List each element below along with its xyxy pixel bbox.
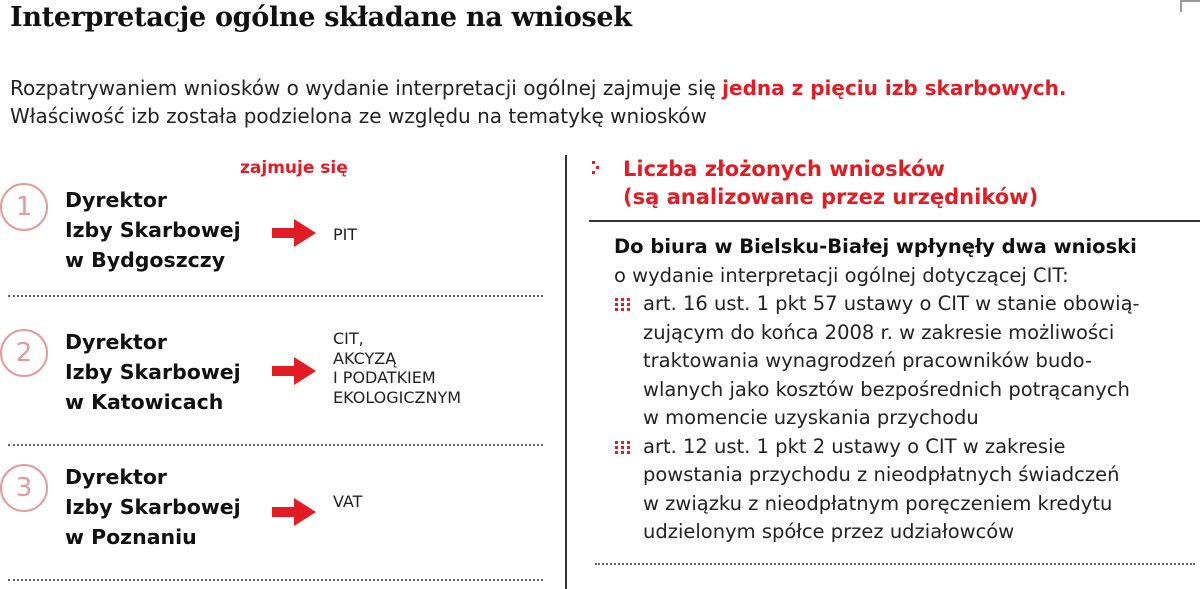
dotted-separator bbox=[8, 444, 543, 446]
office-name bbox=[65, 327, 241, 417]
dotted-separator bbox=[8, 295, 543, 297]
topic bbox=[333, 225, 357, 245]
office-name-line: Izby Skarbowej bbox=[65, 360, 241, 384]
list-item-line: traktowania wynagrodzeń pracowników budo- bbox=[643, 349, 1093, 372]
office-name-line: Izby Skarbowej bbox=[65, 218, 241, 242]
number-badge: 2 bbox=[0, 329, 48, 377]
office-name bbox=[65, 462, 241, 552]
topic bbox=[333, 329, 461, 407]
panel-header bbox=[591, 155, 1038, 211]
office-name-line: Dyrektor bbox=[65, 188, 168, 212]
list-item-line: art. 16 ust. 1 pkt 57 ustawy o CIT w stanie obowią- bbox=[643, 292, 1140, 315]
office-name-line: w Bydgoszczy bbox=[65, 248, 226, 272]
list-item-line: udzielonym spółce przez udziałowców bbox=[643, 520, 1015, 543]
list-item-line: powstania przychodu z nieodpłatnych świadczeń bbox=[643, 463, 1120, 486]
list-item-line: zującym do końca 2008 r. w zakresie możliwości bbox=[643, 320, 1115, 344]
column-divider bbox=[565, 155, 567, 589]
dots-bullet-icon bbox=[614, 298, 632, 312]
lead-text: Do biura w Bielsku-Białej wpłynęły dwa wnioski bbox=[614, 235, 1137, 258]
applications-panel bbox=[585, 150, 1200, 589]
office-name-line: w Poznaniu bbox=[65, 525, 197, 549]
intro-line-1-plain: Rozpatrywaniem wniosków o wydanie interpretacji ogólnej zajmuje się bbox=[10, 76, 723, 100]
dotted-separator bbox=[8, 579, 543, 581]
office-name-line: Dyrektor bbox=[65, 465, 168, 489]
column-header: zajmuje się bbox=[240, 158, 348, 178]
list-item-line: w związku z nieodpłatnym poręczeniem kredytu bbox=[643, 491, 1113, 515]
intro-highlight: jedna z pięciu izb skarbowych. bbox=[722, 76, 1067, 100]
topic-line: I PODATKIEM bbox=[333, 368, 436, 387]
header-rule bbox=[589, 220, 1200, 222]
arrow-right-icon bbox=[270, 496, 318, 528]
sub-text: o wydanie interpretacji ogólnej dotyczącej CIT: bbox=[614, 263, 1069, 287]
intro-line-2: Właściwość izb została podzielona ze względu na tematykę wniosków bbox=[10, 104, 707, 128]
topic-line: AKCYZĄ bbox=[333, 348, 397, 368]
number-badge: 1 bbox=[0, 183, 48, 231]
intro-line-1 bbox=[10, 74, 1066, 102]
panel-header-line: (są analizowane przez urzędników) bbox=[623, 185, 1039, 209]
topic bbox=[333, 492, 362, 512]
list-item-line: wlanych jako kosztów bezpośrednich potrącanych bbox=[643, 377, 1130, 401]
topic-line: PIT bbox=[333, 225, 358, 244]
page-title: Interpretacje ogólne składane na wniosek bbox=[10, 2, 632, 33]
topic-line: EKOLOGICZNYM bbox=[333, 387, 462, 407]
corner-mark bbox=[1180, 0, 1200, 12]
colon-mark-icon bbox=[591, 157, 601, 177]
arrow-right-icon bbox=[270, 217, 318, 249]
office-name-line: w Katowicach bbox=[65, 390, 224, 414]
list-item-line: w momencie uzyskania przychodu bbox=[643, 406, 979, 429]
dots-bullet-icon bbox=[614, 441, 632, 455]
list-item bbox=[614, 433, 1200, 547]
intro-text bbox=[10, 74, 1066, 130]
topic-line: CIT, bbox=[333, 329, 364, 348]
office-entry bbox=[0, 187, 545, 297]
offices-column bbox=[0, 150, 545, 589]
office-entry bbox=[0, 325, 545, 445]
office-name-line: Dyrektor bbox=[65, 330, 168, 354]
office-name bbox=[65, 185, 241, 275]
panel-header-line: Liczba złożonych wniosków bbox=[623, 157, 945, 181]
list-item bbox=[614, 290, 1200, 433]
topic-line: VAT bbox=[333, 492, 363, 511]
list-item-line: art. 12 ust. 1 pkt 2 ustawy o CIT w zakresie bbox=[643, 434, 1066, 458]
office-entry bbox=[0, 464, 545, 574]
panel-body bbox=[614, 233, 1200, 547]
dotted-separator bbox=[595, 563, 1195, 565]
arrow-right-icon bbox=[270, 355, 318, 387]
office-name-line: Izby Skarbowej bbox=[65, 495, 241, 519]
number-badge: 3 bbox=[0, 464, 48, 512]
